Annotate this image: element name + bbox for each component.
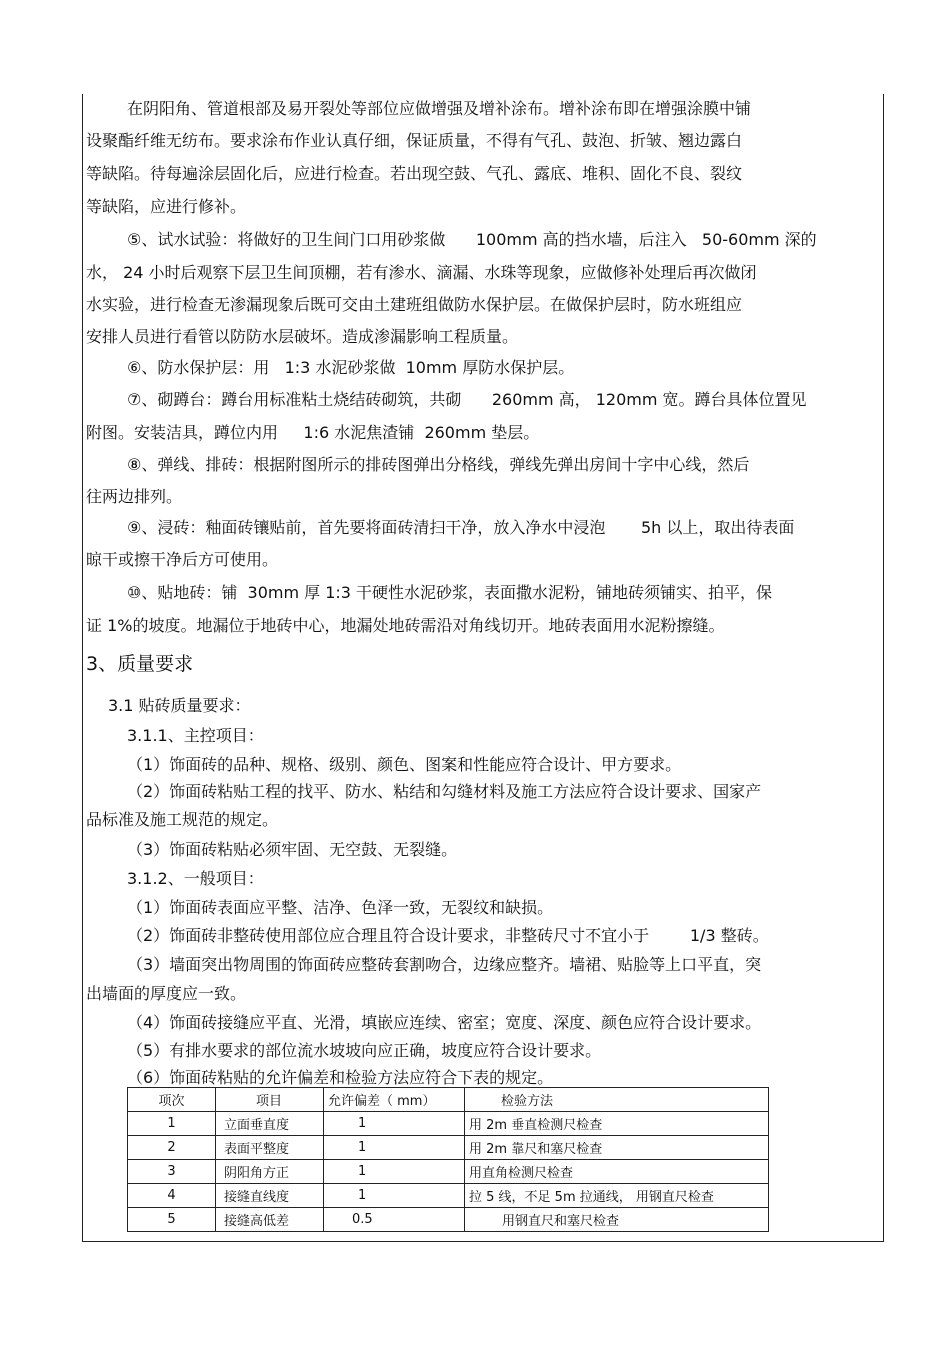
- quality-line: （3）饰面砖粘贴必须牢固、无空鼓、无裂缝。: [127, 840, 458, 859]
- table-header-cell: 项次: [128, 1088, 216, 1112]
- paragraph-line: 水， 24 小时后观察下层卫生间顶棚，若有渗水、滴漏、水珠等现象，应做修补处理后再次做闭: [86, 263, 757, 282]
- table-cell: 1: [128, 1112, 216, 1136]
- table-cell: 5: [128, 1208, 216, 1232]
- paragraph-line: 等缺陷，应进行修补。: [86, 197, 247, 216]
- paragraph-line: 设聚酯纤维无纺布。要求涂布作业认真仔细，保证质量，不得有气孔、鼓泡、折皱、翘边露白: [86, 131, 743, 150]
- quality-line: （3）墙面突出物周围的饰面砖应整砖套割吻合，边缘应整齐。墙裙、贴脸等上口平直，突: [127, 955, 762, 974]
- paragraph-line: ⑤、试水试验：将做好的卫生间门口用砂浆做 100mm 高的挡水墙，后注入 50-60mm 深的: [127, 230, 817, 249]
- quality-line: （2）饰面砖非整砖使用部位应合理且符合设计要求，非整砖尺寸不宜小于 1/3 整砖。: [127, 926, 769, 945]
- paragraph-line: 附图。安装洁具，蹲位内用 1:6 水泥焦渣铺 260mm 垫层。: [86, 423, 540, 442]
- paragraph-line: ⑩、贴地砖：铺 30mm 厚 1:3 干硬性水泥砂浆，表面撒水泥粉，铺地砖须铺实、拍平，保: [127, 583, 773, 602]
- table-row: [128, 1160, 769, 1184]
- tolerance-table: [127, 1087, 769, 1232]
- table-row: [128, 1184, 769, 1208]
- quality-line: 3.1.1、主控项目：: [127, 726, 264, 745]
- paragraph-line: 安排人员进行看管以防防水层破坏。造成渗漏影响工程质量。: [86, 327, 519, 346]
- paragraph-line: 往两边排列。: [86, 487, 183, 506]
- table-cell: 表面平整度: [216, 1136, 324, 1160]
- quality-line: （2）饰面砖粘贴工程的找平、防水、粘结和勾缝材料及施工方法应符合设计要求、国家产: [127, 782, 762, 801]
- table-row: [128, 1136, 769, 1160]
- table-cell: 用钢直尺和塞尺检查: [465, 1208, 769, 1232]
- quality-line: 品标准及施工规范的规定。: [86, 810, 279, 829]
- paragraph-line: ⑥、防水保护层：用 1:3 水泥砂浆做 10mm 厚防水保护层。: [127, 358, 575, 377]
- table-cell: 1: [324, 1160, 465, 1184]
- quality-line: 3.1 贴砖质量要求：: [108, 696, 251, 715]
- table-cell: 1: [324, 1184, 465, 1208]
- paragraph-line: 晾干或擦干净后方可使用。: [86, 550, 279, 569]
- quality-line: （1）饰面砖的品种、规格、级别、颜色、图案和性能应符合设计、甲方要求。: [127, 755, 682, 774]
- table-cell: 1: [324, 1112, 465, 1136]
- quality-line: （1）饰面砖表面应平整、洁净、色泽一致，无裂纹和缺损。: [127, 898, 554, 917]
- paragraph-line: ⑧、弹线、排砖：根据附图所示的排砖图弹出分格线，弹线先弹出房间十字中心线，然后: [127, 455, 750, 474]
- table-cell: 1: [324, 1136, 465, 1160]
- table-cell: 接缝直线度: [216, 1184, 324, 1208]
- paragraph-line: 在阴阳角、管道根部及易开裂处等部位应做增强及增补涂布。增补涂布即在增强涂膜中铺: [127, 99, 752, 118]
- table-cell: 0.5: [324, 1208, 465, 1232]
- table-header-cell: 允许偏差（ mm）: [324, 1088, 465, 1112]
- paragraph-line: 等缺陷。待每遍涂层固化后，应进行检查。若出现空鼓、气孔、露底、堆积、固化不良、裂纹: [86, 164, 743, 183]
- table-cell: 立面垂直度: [216, 1112, 324, 1136]
- table-cell: 拉 5 线，不足 5m 拉通线， 用钢直尺检查: [465, 1184, 769, 1208]
- table-cell: 接缝高低差: [216, 1208, 324, 1232]
- quality-line: （4）饰面砖接缝应平直、光滑，填嵌应连续、密室；宽度、深度、颜色应符合设计要求。: [127, 1013, 762, 1032]
- table-cell: 用直角检测尺检查: [465, 1160, 769, 1184]
- table-cell: 3: [128, 1160, 216, 1184]
- table-header-row: [128, 1088, 769, 1112]
- table-cell: 用 2m 靠尺和塞尺检查: [465, 1136, 769, 1160]
- quality-line: 出墙面的厚度应一致。: [86, 984, 247, 1003]
- paragraph-line: 水实验，进行检查无渗漏现象后既可交由土建班组做防水保护层。在做保护层时，防水班组应: [86, 295, 743, 314]
- section-heading: 3、质量要求: [86, 653, 194, 675]
- paragraph-line: ⑨、浸砖：釉面砖镶贴前，首先要将面砖清扫干净，放入净水中浸泡 5h 以上，取出待表面: [127, 518, 795, 537]
- table-cell: 2: [128, 1136, 216, 1160]
- table-row: [128, 1208, 769, 1232]
- table-cell: 用 2m 垂直检测尺检查: [465, 1112, 769, 1136]
- table-cell: 4: [128, 1184, 216, 1208]
- table-header-cell: 项目: [216, 1088, 324, 1112]
- table-row: [128, 1112, 769, 1136]
- quality-line: 3.1.2、一般项目：: [127, 869, 264, 888]
- table-cell: 阴阳角方正: [216, 1160, 324, 1184]
- quality-line: （6）饰面砖粘贴的允许偏差和检验方法应符合下表的规定。: [127, 1068, 554, 1087]
- quality-line: （5）有排水要求的部位流水坡坡向应正确，坡度应符合设计要求。: [127, 1041, 602, 1060]
- paragraph-line: ⑦、砌蹲台：蹲台用标准粘土烧结砖砌筑，共砌 260mm 高， 120mm 宽。蹲台具体位置见: [127, 390, 807, 409]
- paragraph-line: 证 1%的坡度。地漏位于地砖中心，地漏处地砖需沿对角线切开。地砖表面用水泥粉擦缝。: [86, 616, 725, 635]
- table-header-cell: 检验方法: [465, 1088, 769, 1112]
